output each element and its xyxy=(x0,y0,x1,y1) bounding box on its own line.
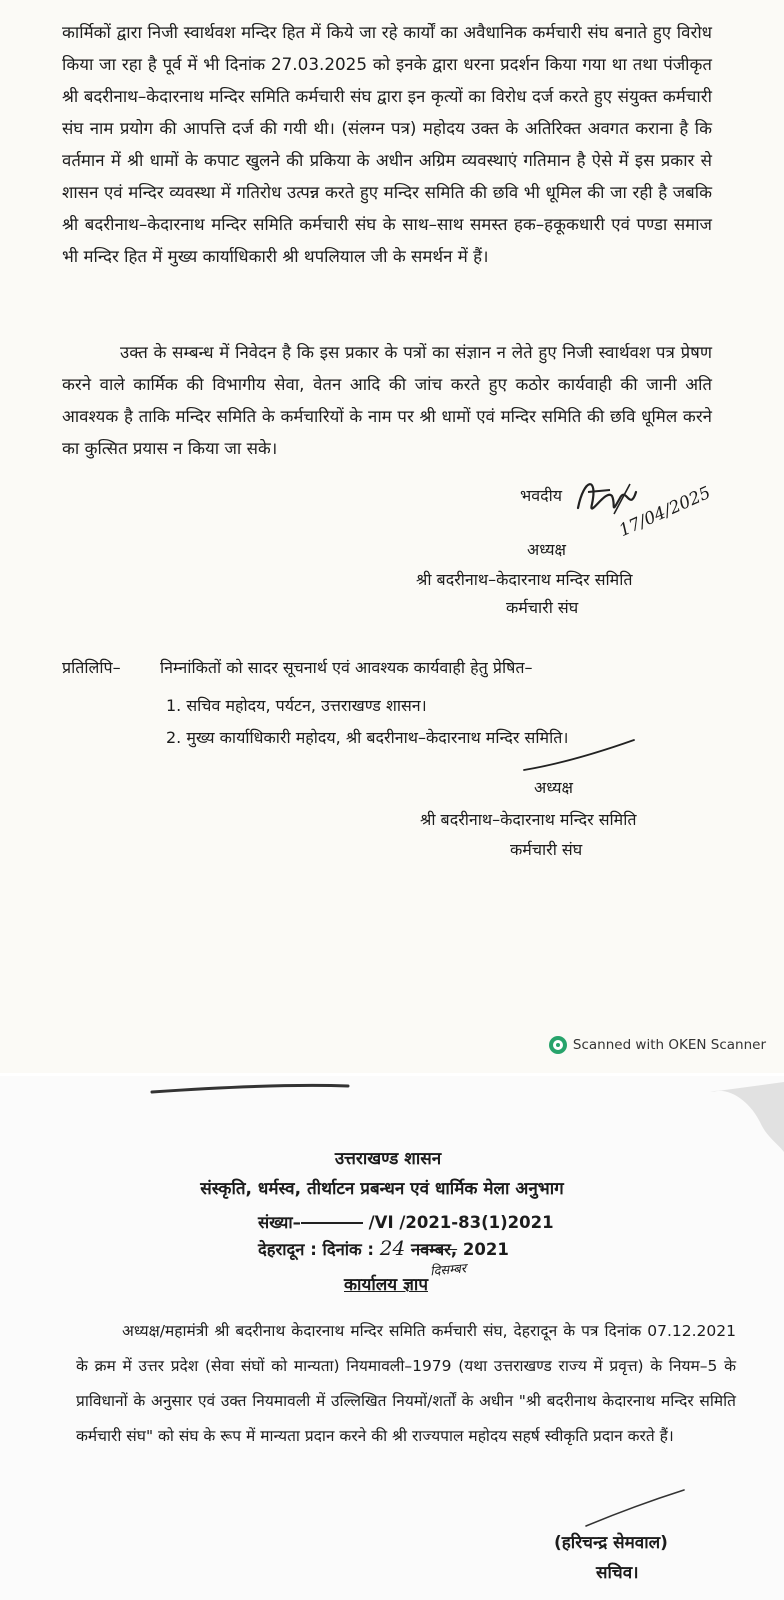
scanner-logo-icon xyxy=(549,1036,567,1054)
copy-item: 1. सचिव महोदय, पर्यटन, उत्तराखण्ड शासन। xyxy=(166,696,427,715)
closing-text: भवदीय xyxy=(520,486,563,505)
pen-stroke xyxy=(520,736,640,776)
copy-text: निम्नांकितों को सादर सूचनार्थ एवं आवश्यक कार्यवाही हेतु प्रेषित– xyxy=(160,658,533,677)
signature-date: 17/04/2025 xyxy=(616,482,714,542)
memo-body: अध्यक्ष/महामंत्री श्री बदरीनाथ केदारनाथ मन्दिर समिति कर्मचारी संघ, देहरादून के पत्र दिनांक 07.12.2021 के क्रम में उत्तर प्रदेश (सेवा संघों को मान्यता) नियमावली–1979 (यथा उत्तराखण्ड राज्य में प्रवृत्त) के नियम–5 के प्राविधानों के अनुसार एवं उक्त नियमावली में उल्लिखित नियमों/शर्तों के अधीन "श्री बदरीनाथ केदारनाथ मन्दिर समिति कर्मचारी संघ" को संघ के रूप में मान्यता प्रदान करने की श्री राज्यपाल महोदय सहर्ष स्वीकृति प्रदान करते हैं। xyxy=(76,1322,736,1445)
scanner-text: Scanned with OKEN Scanner xyxy=(572,1037,766,1053)
designation-2: अध्यक्ष xyxy=(534,778,573,797)
date-year: 2021 xyxy=(462,1240,509,1259)
organization-line-1: श्री बदरीनाथ–केदारनाथ मन्दिर समिति xyxy=(416,570,633,589)
date-month-struck: नवम्बर, xyxy=(411,1240,458,1259)
reference-blank xyxy=(301,1222,363,1224)
reference-number xyxy=(258,1210,554,1233)
organization-2-line-1: श्री बदरीनाथ–केदारनाथ मन्दिर समिति xyxy=(420,810,637,829)
government-heading: उत्तराखण्ड शासन xyxy=(334,1149,442,1169)
organization-line-2: कर्मचारी संघ xyxy=(506,598,579,617)
memo-date xyxy=(258,1236,509,1260)
page-edge-line xyxy=(150,1078,350,1098)
memo-title: कार्यालय ज्ञाप xyxy=(344,1275,428,1295)
date-day-handwritten: 24 xyxy=(379,1236,406,1260)
copy-item: 2. मुख्य कार्याधिकारी महोदय, श्री बदरीनाथ–केदारनाथ मन्दिर समिति। xyxy=(166,728,569,747)
organization-2-line-2: कर्मचारी संघ xyxy=(510,840,583,859)
designation: अध्यक्ष xyxy=(527,540,566,559)
copy-label: प्रतिलिपि– xyxy=(62,658,121,677)
letter-paragraph-2: उक्त के सम्बन्ध में निवेदन है कि इस प्रकार के पत्रों का संज्ञान न लेते हुए निजी स्वार्थवश पत्र प्रेषण करने वाले कार्मिक की विभागीय सेवा, वेतन आदि की जांच करते हुए कठोर कार्यवाही की जानी अति आवश्यक है ताकि मन्दिर समिति के कर्मचारियों के नाम पर श्री धामों एवं मन्दिर समिति की छवि धूमिल करने का कुत्सित प्रयास न किया जा सके। xyxy=(62,342,712,458)
letter-paragraph-1: कार्मिकों द्वारा निजी स्वार्थवश मन्दिर हित में किये जा रहे कार्यों का अवैधानिक कर्मचारी संघ बनाते हुए विरोध किया जा रहा है पूर्व में भी दिनांक 27.03.2025 को इनके द्वारा धरना प्रदर्शन किया गया था तथा पंजीकृत श्री बदरीनाथ–केदारनाथ मन्दिर समिति कर्मचारी संघ द्वारा इन कृत्यों का विरोध दर्ज करते हुए संयुक्त कर्मचारी संघ नाम प्रयोग की आपत्ति दर्ज की गयी थी। (संलग्न पत्र) महोदय उक्त के अतिरिक्त अवगत कराना है कि वर्तमान में श्री धामों के कपाट खुलने की प्रकिया के अधीन अग्रिम व्यवस्थाएं गतिमान है ऐसे में इस प्रकार से शासन एवं मन्दिर व्यवस्था में गतिरोध उत्पन्न करते हुए मन्दिर समिति की छवि भी धूमिल की जा रही है जबकि श्री बदरीनाथ–केदारनाथ मन्दिर समिति कर्मचारी संघ के साथ–साथ समस्त हक–हकूकधारी एवं पण्डा समाज भी मन्दिर हित में मुख्य कार्याधिकारी श्री थपलियाल जी के समर्थन में हैं। xyxy=(62,22,712,266)
memo-page-2 xyxy=(0,1076,784,1600)
signatory-title: सचिव। xyxy=(596,1563,639,1583)
scanner-watermark xyxy=(549,1036,766,1054)
signature-block xyxy=(0,478,784,638)
date-month-handwritten: दिसम्बर xyxy=(429,1261,467,1280)
date-label: देहरादून : दिनांक : xyxy=(258,1240,375,1259)
signatory-pen-mark xyxy=(580,1486,690,1532)
department-heading: संस्कृति, धर्मस्व, तीर्थाटन प्रबन्धन एवं धार्मिक मेला अनुभाग xyxy=(200,1179,564,1199)
reference-number-label: संख्या– xyxy=(258,1213,301,1232)
reference-number-value: /VI /2021-83(1)2021 xyxy=(368,1213,554,1232)
signatory-name: (हरिचन्द्र सेमवाल) xyxy=(554,1533,668,1553)
